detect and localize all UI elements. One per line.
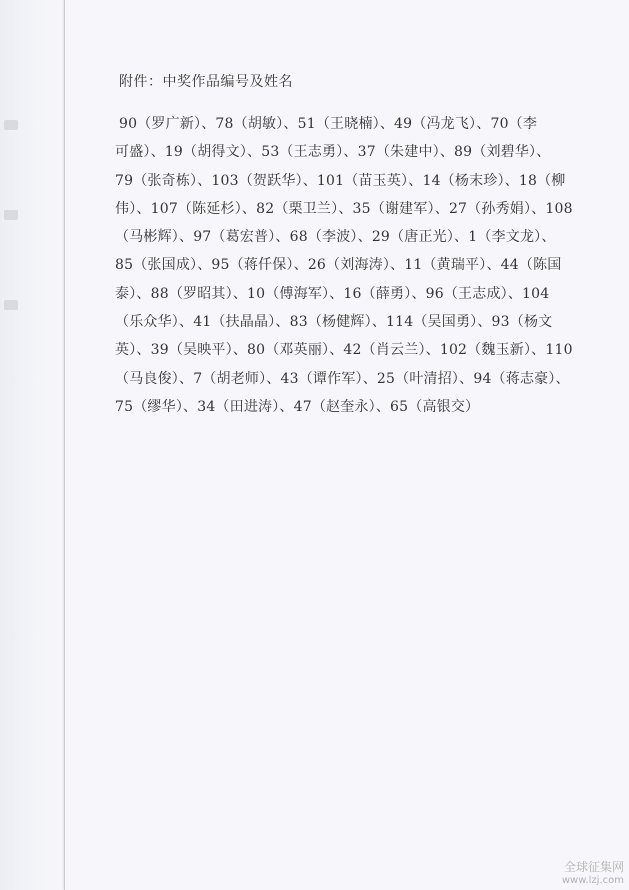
winner-list-line: 90（罗广新）、78（胡敏）、51（王晓楠）、49（冯龙飞）、70（李 [119, 116, 538, 132]
winner-list-line: 可盛）、19（胡得文）、53（王志勇）、37（朱建中）、89（刘碧华）、 [115, 144, 551, 161]
winner-list-line: 英）、39（吴映平）、80（邓英丽）、42（肖云兰）、102（魏玉新）、110 [115, 342, 573, 359]
watermark-url: www.lzj.com [561, 875, 624, 886]
watermark-title: 全球征集网 [563, 860, 624, 874]
winner-list-line: 85（张国成）、95（蒋仟保）、26（刘海涛）、11（黄瑞平）、44（陈国 [115, 257, 562, 274]
document-page [64, 0, 629, 890]
winner-list-line: 泰）、88（罗昭其）、10（傅海军）、16（薛勇）、96（王志成）、104 [115, 285, 550, 302]
winner-list-line: （马良俊）、7（胡老师）、43（谭作军）、25（叶清招）、94（蒋志豪）、 [115, 370, 570, 387]
site-watermark [562, 860, 624, 888]
winner-list-line: （马彬辉）、97（葛宏普）、68（李波）、29（唐正光）、1（李文龙）、 [115, 229, 556, 246]
winner-list-line: （乐众华）、41（扶晶晶）、83（杨健辉）、114（吴国勇）、93（杨文 [115, 314, 553, 331]
scan-artifact [4, 210, 18, 220]
winner-list [115, 110, 583, 421]
document-content [115, 72, 583, 421]
scan-left-margin [0, 0, 64, 890]
winner-list-line: 伟）、107（陈延杉）、82（栗卫兰）、35（谢建军）、27（孙秀娟）、108 [115, 200, 573, 217]
winner-list-line: 75（缪华）、34（田进涛）、47（赵奎永）、65（高银交） [115, 398, 480, 415]
scan-artifact [4, 300, 18, 310]
winner-list-line: 79（张奇栋）、103（贺跃华）、101（苗玉英）、14（杨末珍）、18（柳 [115, 172, 566, 189]
attachment-heading: 附件：中奖作品编号及姓名 [119, 74, 293, 90]
scan-artifact [4, 120, 18, 130]
